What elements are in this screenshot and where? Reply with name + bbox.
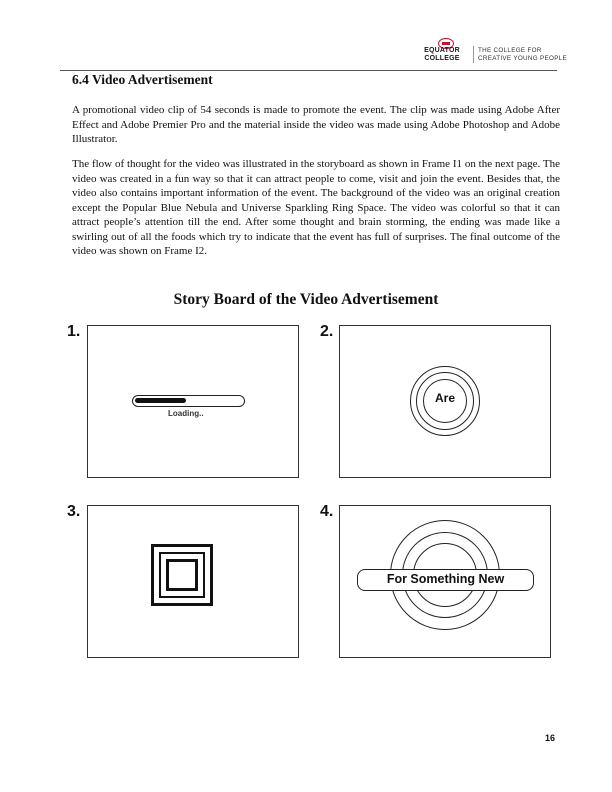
paragraph-1: A promotional video clip of 54 seconds is made to promote the event. The clip was made using Adobe After Effect and Adobe Premier Pro and the material inside the video was made using Adobe Photoshop and Adobe Illustrator. xyxy=(72,104,560,145)
loading-label: Loading.. xyxy=(168,409,204,418)
frame-2-number: 2. xyxy=(320,323,334,340)
frame-4 xyxy=(339,505,551,658)
loading-bar xyxy=(132,395,245,407)
are-label: Are xyxy=(434,391,455,405)
frame-4-number: 4. xyxy=(320,503,334,520)
frame-3 xyxy=(87,505,299,658)
section-title: 6.4 Video Advertisement xyxy=(72,72,213,87)
paragraph-2: The flow of thought for the video was illustrated in the storyboard as shown in Frame I1 on the next page. The video was created in a fun way so that it can attract people to come, visit and join the event. Besides that, the video also contains important information of the event. The background of the video was an original creation except the Popular Blue Nebula and Universe Sparkling Ring Space. The video was colorful so that it can attract people’s attention till the end. After some thought and brain storming, the ending was made like a swirling out of all the foods which try to indicate that the event has full of surprises. The final outcome of the video was shown on Frame I2. xyxy=(72,158,560,257)
frame-3-number: 3. xyxy=(67,503,81,520)
frame-2 xyxy=(339,325,551,478)
logo-tagline: THE COLLEGE FOR CREATIVE YOUNG PEOPLE xyxy=(478,47,567,62)
frame-1 xyxy=(87,325,299,478)
for-something-new-banner: For Something New xyxy=(357,569,534,591)
logo-name: EQUATOR COLLEGE xyxy=(424,47,460,62)
page-number: 16 xyxy=(545,733,556,743)
storyboard-title: Story Board of the Video Advertisement xyxy=(173,291,439,308)
college-logo xyxy=(416,38,566,64)
header-rule xyxy=(60,70,557,71)
frame-1-number: 1. xyxy=(67,323,81,340)
loading-fill xyxy=(135,398,186,403)
logo-divider xyxy=(473,46,474,63)
inner-square-icon xyxy=(166,559,198,591)
